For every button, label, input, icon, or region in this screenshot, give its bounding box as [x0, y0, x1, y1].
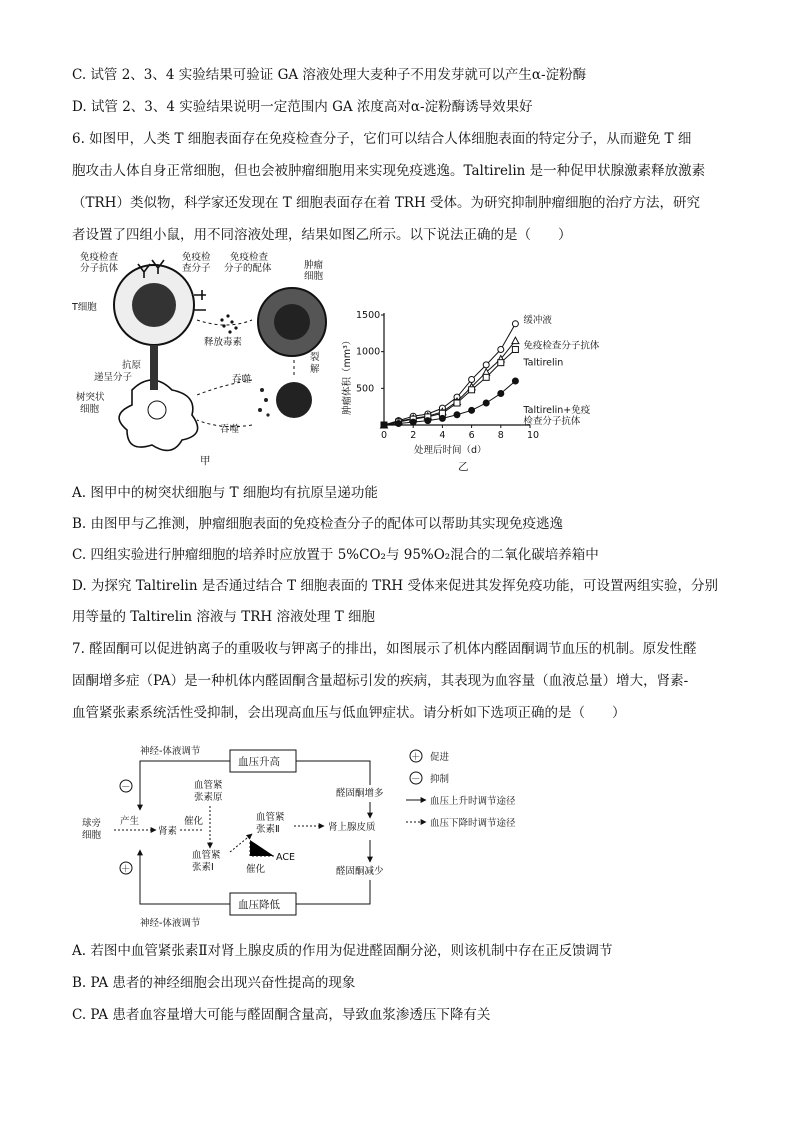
data-point [483, 374, 489, 380]
tumor-nucleus [274, 304, 310, 340]
label-antibody: 免疫检查分子抗体 [80, 252, 119, 274]
ace-line [250, 840, 274, 856]
adrenal-text: 肾上腺皮质 [328, 822, 376, 833]
label-engulf-1: 吞噬 [232, 374, 252, 385]
renin-text: 肾素 [158, 826, 178, 837]
q6-option-d: D. 为探究 Taltirelin 是否通过结合 T 细胞表面的 TRH 受体来促进其发挥免疫功能，可设置两组实验，分别 [72, 578, 718, 594]
q6-stem-line1: 6. 如图甲，人类 T 细胞表面存在免疫检查分子，它们可以结合人体细胞表面的特定分子，从而避免 T 细 [72, 131, 692, 147]
legend-plus-sign: ＋ [411, 752, 421, 763]
series-line-0 [384, 324, 515, 425]
q7-option-a: A. 若图中血管紧张素Ⅱ对肾上腺皮质的作用为促进醛固酮分泌，则该机制中存在正反馈调节 [72, 943, 613, 959]
figure-yi-chart [340, 305, 630, 475]
ang2-text: 血管紧张素Ⅱ [256, 812, 285, 835]
x-tick-label: 10 [527, 430, 540, 441]
angiotensinogen-text: 血管紧张素原 [194, 780, 223, 803]
data-point [512, 378, 518, 384]
bp-down-text: 血压降低 [238, 899, 280, 911]
data-point [439, 415, 445, 421]
label-engulf-2: 吞噬 [220, 424, 240, 435]
label-tumor: 肿瘤细胞 [304, 260, 324, 282]
bp-up-text: 血压升高 [238, 756, 280, 768]
y-tick-label: 1000 [356, 346, 381, 358]
data-point [469, 387, 475, 393]
x-tick-label: 8 [497, 430, 504, 441]
x-tick-label: 4 [439, 430, 446, 441]
label-dendritic: 树突状细胞 [76, 392, 105, 415]
data-point [454, 400, 460, 406]
q7-option-c: C. PA 患者血容量增大可能与醛固酮含量高，导致血浆渗透压下降有关 [72, 1007, 491, 1023]
legend-down: 血压下降时调节途径 [430, 818, 516, 829]
series-line-2 [384, 349, 515, 425]
data-point [425, 418, 431, 424]
data-point [512, 337, 519, 344]
q7-option-b: B. PA 患者的神经细胞会出现兴奋性提高的现象 [72, 975, 356, 991]
data-point [498, 390, 504, 396]
lysed-tumor [276, 382, 312, 418]
ang1-text: 血管紧张素Ⅰ [192, 850, 221, 873]
series-label: Taltirelin [523, 357, 564, 369]
catalyze-2: 催化 [246, 864, 266, 875]
y-tick-label: 1500 [356, 310, 381, 321]
q6-option-a: A. 图甲中的树突状细胞与 T 细胞均有抗原呈递功能 [72, 485, 378, 501]
dendritic-nucleus [148, 401, 166, 419]
x-tick-label: 6 [468, 430, 475, 441]
label-tcell: T细胞 [72, 302, 97, 313]
q6-stem-line4: 者设置了四组小鼠，用不同溶液处理，结果如图乙所示。以下说法正确的是（ ） [72, 227, 572, 243]
caption-yi: 乙 [458, 461, 469, 473]
series-line-1 [384, 341, 515, 425]
x-tick-label: 0 [381, 430, 388, 441]
q6-stem-line2: 胞攻击人体自身正常细胞，但也会被肿瘤细胞用来实现免疫逃逸。Taltirelin 是一种促甲状腺激素释放激素 [72, 163, 706, 179]
ace-text: ACE [276, 852, 295, 863]
q6-option-c: C. 四组实验进行肿瘤细胞的培养时应放置于 5%CO₂与 95%O₂混合的二氧化碳培养箱中 [72, 547, 599, 563]
legend-inhibit: 抑制 [430, 774, 450, 785]
data-point [498, 346, 504, 352]
q6-option-d-cont: 用等量的 Taltirelin 溶液与 TRH 溶液处理 T 细胞 [72, 609, 376, 625]
ald-down-text: 醛固酮减少 [336, 866, 384, 877]
series-label: Taltirelin+免疫检查分子抗体 [523, 405, 591, 427]
q6-stem-line3: （TRH）类似物，科学家还发现在 T 细胞表面存在着 TRH 受体。为研究抑制肿瘤细胞的治疗方法，研究 [72, 195, 701, 211]
data-point [483, 362, 489, 368]
data-point [498, 360, 504, 366]
legend-up: 血压上升时调节途径 [430, 796, 516, 807]
legend-promote: 促进 [430, 752, 450, 763]
data-point [512, 321, 518, 327]
ang1-to-ang2 [230, 834, 252, 852]
label-ligand: 免疫检查分子的配体 [224, 252, 272, 274]
checkpoint-icon [194, 290, 206, 310]
data-point [454, 412, 460, 418]
label-lysis: 裂解 [310, 352, 320, 375]
data-point [396, 421, 402, 427]
label-antigen: 抗原递呈分子 [94, 360, 142, 383]
data-point [410, 419, 416, 425]
t-cell-nucleus [132, 283, 176, 327]
label-release: 释放毒素 [204, 337, 243, 348]
q6-option-b: B. 由图甲与乙推测，肿瘤细胞表面的免疫检查分子的配体可以帮助其实现免疫逃逸 [72, 516, 564, 532]
antigen-presenting-stalk [150, 345, 158, 390]
x-tick-label: 2 [410, 430, 417, 441]
series-label: 免疫检查分子抗体 [523, 340, 600, 352]
data-point [483, 400, 489, 406]
top-right-line [296, 761, 370, 785]
option-d-prev: D. 试管 2、3、4 实验结果说明一定范围内 GA 浓度高对α-淀粉酶诱导效果好 [72, 99, 533, 115]
juxta-text: 球旁细胞 [82, 818, 102, 841]
q7-stem-line3: 血管紧张素系统活性受抑制，会出现高血压与低血钾症状。请分析如下选项正确的是（ ） [72, 705, 626, 721]
q7-stem-line1: 7. 醛固酮可以促进钠离子的重吸收与钾离子的排出，如图展示了机体内醛固酮调节血压的机制。原发性醛 [72, 641, 697, 657]
x-axis-label: 处理后时间（d） [414, 445, 487, 456]
neuro-top: 神经-体液调节 [140, 746, 201, 757]
figure-jia [72, 250, 352, 470]
label-checkpoint: 免疫检查分子 [182, 252, 211, 274]
data-point [469, 407, 475, 413]
data-point [512, 346, 518, 352]
data-point [381, 422, 387, 428]
neuro-bottom: 神经-体液调节 [140, 918, 201, 929]
caption-jia: 甲 [200, 455, 211, 467]
data-point [469, 377, 475, 383]
y-tick-label: 500 [356, 383, 375, 395]
ald-up-text: 醛固酮增多 [336, 788, 384, 799]
bottom-right-line [296, 880, 370, 904]
y-axis-label: 肿瘤体积（mm³） [342, 335, 353, 415]
debris-dots [258, 388, 270, 417]
series-label: 缓冲液 [523, 314, 552, 326]
produce-text: 产生 [120, 816, 140, 827]
legend-minus-sign: － [411, 774, 421, 785]
option-c-prev: C. 试管 2、3、4 实验结果可验证 GA 溶液处理大麦种子不用发芽就可以产生α-淀粉酶 [72, 67, 587, 83]
figure-aldosterone [80, 740, 580, 930]
minus-sign: － [121, 782, 131, 793]
plus-sign: ＋ [121, 864, 131, 875]
q7-stem-line2: 固酮增多症（PA）是一种机体内醛固酮含量超标引发的疾病，其表现为血容量（血液总量）增大，肾素- [72, 673, 689, 689]
toxin-arrow [197, 320, 252, 325]
catalyze-1: 催化 [184, 816, 204, 827]
